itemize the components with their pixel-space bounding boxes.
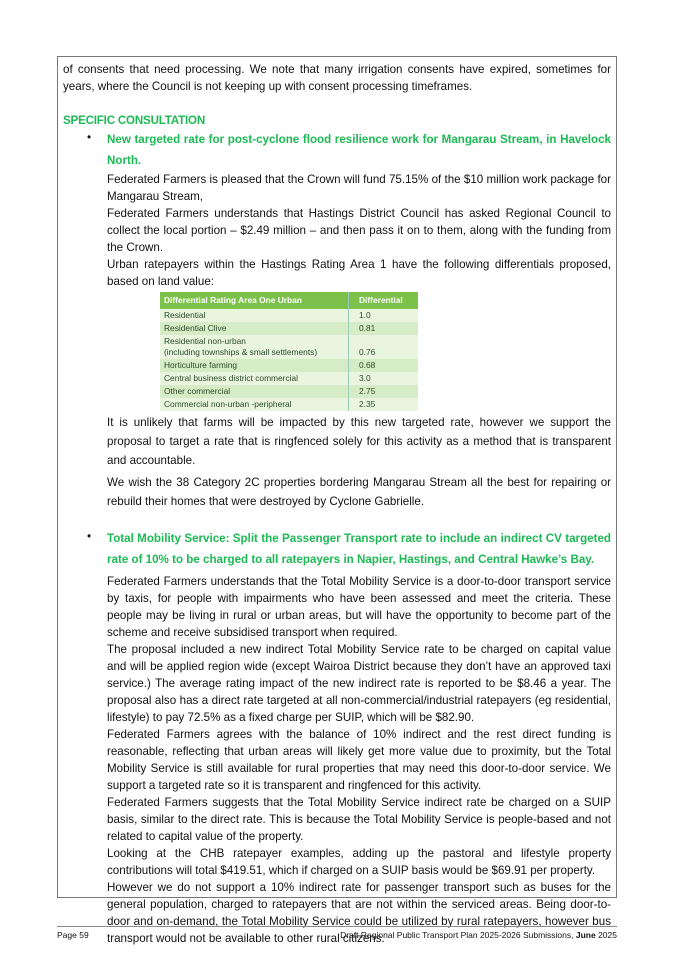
paragraph: However we do not support a 10% indirect rate for passenger transport such as buses for the general population, charged to ratepayers that are not within the serviced areas. Being door-to-door and on-demand, the Total Mobility Service could be utilized by rural ratepayers, however bus transport would not be available to other rural citizens. (107, 881, 611, 945)
page-footer (57, 926, 617, 940)
table-row (160, 309, 418, 322)
table-row (160, 322, 418, 335)
document-title (340, 930, 617, 940)
section1-after (63, 413, 611, 511)
paragraph: Looking at the CHB ratepayer examples, adding up the pastoral and lifestyle property contributions will total $419.51, which if charged on a SUIP basis would be $69.91 per property. (107, 847, 611, 877)
table-cell: 2.75 (349, 385, 419, 398)
paragraph: Federated Farmers agrees with the balance of 10% indirect and the rest direct funding is reasonable, reflecting that urban areas will likely get more value due to proximity, but the Total Mobility Service is still available for rural properties that may need this door-to-door service. We support a targeted rate so it is transparent and ringfenced for this activity. (107, 728, 611, 792)
bullet-icon: • (87, 530, 92, 543)
paragraph: It is unlikely that farms will be impacted by this new targeted rate, however we support the proposal to target a rate that is ringfenced solely for this activity as a method that is transparent and accountable. (107, 416, 611, 467)
paragraph: Federated Farmers is pleased that the Crown will fund 75.15% of the $10 million work package for Mangarau Stream, (107, 173, 611, 203)
table-cell: Residential Clive (160, 322, 349, 335)
paragraph: Federated Farmers understands that Hastings District Council has asked Regional Council to collect the local portion – $2.49 million – and then pass it on to them, along with the funding from the Crown. (107, 207, 611, 254)
table-cell: 1.0 (349, 309, 419, 322)
table-row (160, 372, 418, 385)
table-row (160, 398, 418, 411)
table-cell: 0.76 (349, 335, 419, 359)
paragraph: The proposal included a new indirect Total Mobility Service rate to be charged on capital value and will be applied region wide (except Wairoa District because they don’t have an approved taxi service.) The average rating impact of the new indirect rate is reported to be $8.46 a year. The proposal also has a direct rate targeted at all non-commercial/industrial ratepayers (eg residential, lifestyle) to pay 72.5% as a fixed charge per SUIP, which will be $82.90. (107, 643, 611, 724)
table-cell (160, 335, 349, 359)
paragraph: Federated Farmers understands that the Total Mobility Service is a door-to-door transport service by taxis, for people with impairments who have been assessed and meet the criteria. These people may be living in rural or urban areas, but will have the opportunity to become part of the scheme and receive subsidised transport when required. (107, 575, 611, 639)
table-header-row (160, 292, 418, 309)
table-cell: Residential (160, 309, 349, 322)
table-cell: Central business district commercial (160, 372, 349, 385)
cell-subtext: (including townships & small settlements) (164, 347, 318, 357)
table-cell: Horticulture farming (160, 359, 349, 372)
bullet-section-total-mobility (63, 528, 611, 947)
table-cell: Commercial non-urban -peripheral (160, 398, 349, 411)
intro-paragraph: of consents that need processing. We note that many irrigation consents have expired, sometimes for years, where the Council is not keeping up with consent processing timeframes. (63, 63, 611, 93)
bullet-section-mangarau (63, 129, 611, 290)
doc-title-text: Draft Regional Public Transport Plan 2025-2026 Submissions, (340, 930, 576, 940)
section2-title: Total Mobility Service: Split the Passenger Transport rate to include an indirect CV targeted rate of 10% to be charged to all ratepayers in Napier, Hastings, and Central Hawke’s Bay. (107, 532, 611, 566)
paragraph: Federated Farmers suggests that the Total Mobility Service indirect rate be charged on a SUIP basis, similar to the direct rate. This is because the Total Mobility Service is people-based and not related to capital value of the property. (107, 796, 611, 843)
paragraph: We wish the 38 Category 2C properties bordering Mangarau Stream all the best for repairing or rebuild their homes that were destroyed by Cyclone Gabrielle. (107, 476, 611, 508)
page-number: Page 59 (57, 930, 89, 940)
section1-title: New targeted rate for post-cyclone flood resilience work for Mangarau Stream, in Havelock North. (107, 133, 611, 167)
bullet-icon: • (87, 131, 92, 144)
table-header: Differential (349, 292, 419, 309)
doc-year: 2025 (595, 930, 617, 940)
cell-text: Residential non-urban (164, 336, 246, 346)
section-heading: SPECIFIC CONSULTATION (63, 114, 206, 127)
table-cell: 3.0 (349, 372, 419, 385)
table-header: Differential Rating Area One Urban (160, 292, 349, 309)
table-cell: Other commercial (160, 385, 349, 398)
differential-table (160, 292, 418, 411)
table-cell: 0.68 (349, 359, 419, 372)
table-row (160, 385, 418, 398)
doc-month: June (575, 930, 596, 940)
table-cell: 0.81 (349, 322, 419, 335)
table-cell: 2.35 (349, 398, 419, 411)
table-row (160, 359, 418, 372)
table-row (160, 335, 418, 359)
paragraph: Urban ratepayers within the Hastings Rating Area 1 have the following differentials proposed, based on land value: (107, 258, 611, 288)
